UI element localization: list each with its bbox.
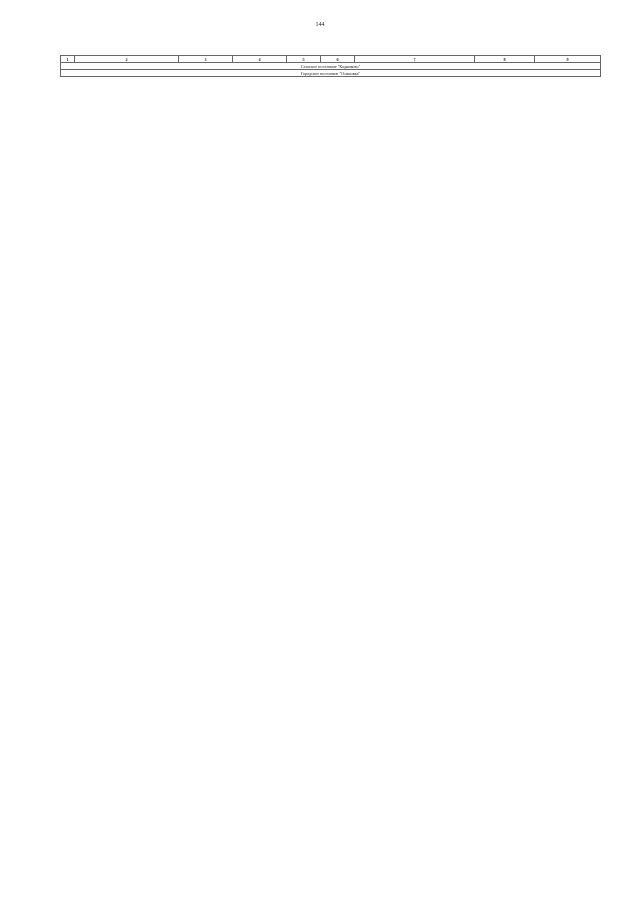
column-number: 6 [321, 56, 355, 63]
section-title: Сельское поселение "Кадниково" [61, 63, 601, 70]
column-number-row [61, 56, 601, 63]
column-number: 7 [355, 56, 475, 63]
table-body [61, 63, 601, 77]
column-number: 2 [75, 56, 179, 63]
column-number: 4 [233, 56, 287, 63]
program-table [60, 55, 600, 77]
section-title: Городское поселение "Осиновка" [61, 70, 601, 77]
section-header-row [61, 70, 601, 77]
column-number: 8 [475, 56, 535, 63]
program-table-grid [60, 55, 601, 77]
page-number: 144 [315, 22, 325, 28]
section-header-row [61, 63, 601, 70]
column-number: 3 [179, 56, 233, 63]
column-number: 1 [61, 56, 75, 63]
column-number: 9 [535, 56, 601, 63]
column-number: 5 [287, 56, 321, 63]
